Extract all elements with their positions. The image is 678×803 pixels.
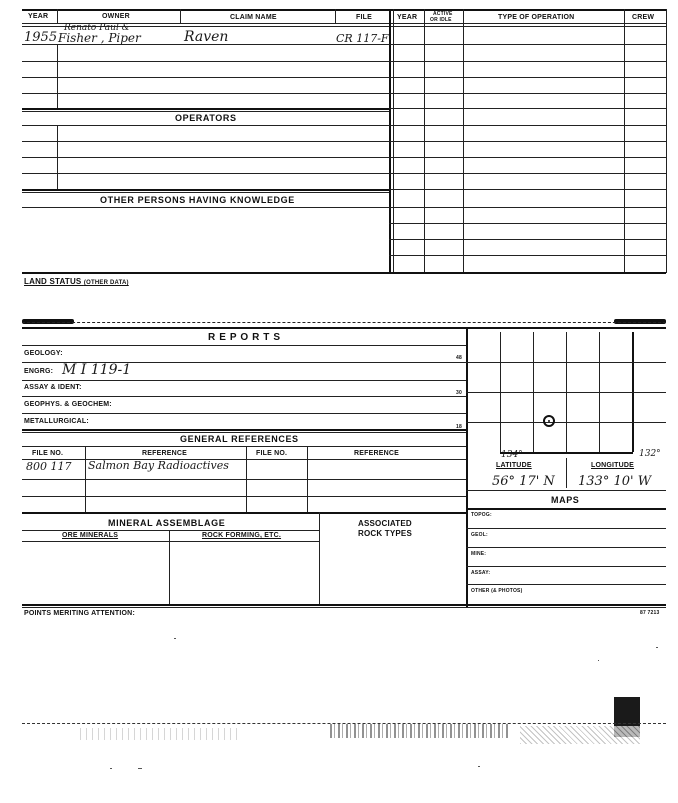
reports-geophys: GEOPHYS. & GEOCHEM:	[24, 401, 112, 408]
reports-title: R E P O R T S	[208, 332, 281, 343]
reports-num-18: 18	[456, 424, 462, 430]
reports-geology: GEOLOGY:	[24, 350, 63, 357]
latitude-label: LATITUDE	[496, 462, 532, 469]
assoc-rock-line2: ROCK TYPES	[358, 529, 413, 538]
genref-file-no-2: FILE NO.	[256, 450, 288, 457]
maps-title: MAPS	[551, 495, 580, 505]
header-owner: OWNER	[102, 13, 130, 20]
entry-year: 1955	[24, 30, 58, 45]
maps-geol: GEOL:	[471, 532, 488, 538]
header-year: YEAR	[28, 13, 49, 20]
scan-gray-band-2	[520, 726, 640, 744]
maps-topog: TOPOG:	[471, 512, 492, 518]
genref-row1-file: 800 117	[26, 460, 72, 473]
reports-engrg-value: M I 119-1	[62, 362, 132, 378]
reports-num-48: 48	[456, 355, 462, 361]
header-active-line1: ACTIVE	[433, 11, 453, 17]
header-active-line2: OR IDLE	[430, 17, 452, 23]
entry-file: CR 117-F	[336, 32, 389, 45]
location-marker-icon	[543, 415, 555, 427]
land-status-label	[24, 277, 129, 286]
reports-metallurgical: METALLURGICAL:	[24, 418, 89, 425]
points-meriting-label: POINTS MERITING ATTENTION:	[24, 610, 135, 617]
rock-forming-label: ROCK FORMING, ETC.	[202, 532, 282, 539]
other-persons-label: OTHER PERSONS HAVING KNOWLEDGE	[100, 195, 295, 205]
mineral-assemblage-title: MINERAL ASSEMBLAGE	[108, 518, 226, 528]
land-status-sub: (OTHER DATA)	[83, 280, 129, 286]
lon-tick-left: 134°	[501, 450, 523, 460]
operators-label: OPERATORS	[175, 113, 237, 123]
scan-gray-band	[330, 724, 510, 738]
land-status-title: LAND STATUS	[24, 277, 82, 286]
header-file: FILE	[356, 14, 372, 21]
maps-mine: MINE:	[471, 551, 487, 557]
genref-reference-2: REFERENCE	[354, 450, 399, 457]
entry-owner-line2: Fisher , Piper	[58, 31, 141, 45]
longitude-value: 133° 10' W	[578, 474, 652, 489]
genref-reference: REFERENCE	[142, 450, 187, 457]
header-crew: CREW	[632, 14, 655, 21]
lon-tick-right: 132°	[639, 449, 661, 459]
header-type-of-operation: TYPE OF OPERATION	[498, 14, 575, 21]
maps-other: OTHER (& PHOTOS)	[471, 588, 523, 594]
scan-gray-band-3	[80, 728, 240, 740]
entry-owner-line1: Renato Paul &	[64, 23, 130, 33]
maps-assay: ASSAY:	[471, 570, 491, 576]
header-claim-name: CLAIM NAME	[230, 14, 277, 21]
longitude-label: LONGITUDE	[591, 462, 635, 469]
general-references-title: GENERAL REFERENCES	[180, 434, 299, 444]
form-number: 87 7213	[640, 610, 660, 616]
reports-num-30: 30	[456, 390, 462, 396]
reports-engrg: ENGRG:	[24, 368, 54, 375]
reports-assay: ASSAY & IDENT:	[24, 384, 82, 391]
genref-row1-reference: Salmon Bay Radioactives	[88, 459, 229, 472]
entry-claim-name: Raven	[184, 29, 229, 45]
header-year-2: YEAR	[397, 14, 418, 21]
genref-file-no: FILE NO.	[32, 450, 64, 457]
latitude-value: 56° 17' N	[492, 474, 555, 489]
ore-minerals-label: ORE MINERALS	[62, 532, 119, 539]
assoc-rock-line1: ASSOCIATED	[358, 519, 412, 528]
